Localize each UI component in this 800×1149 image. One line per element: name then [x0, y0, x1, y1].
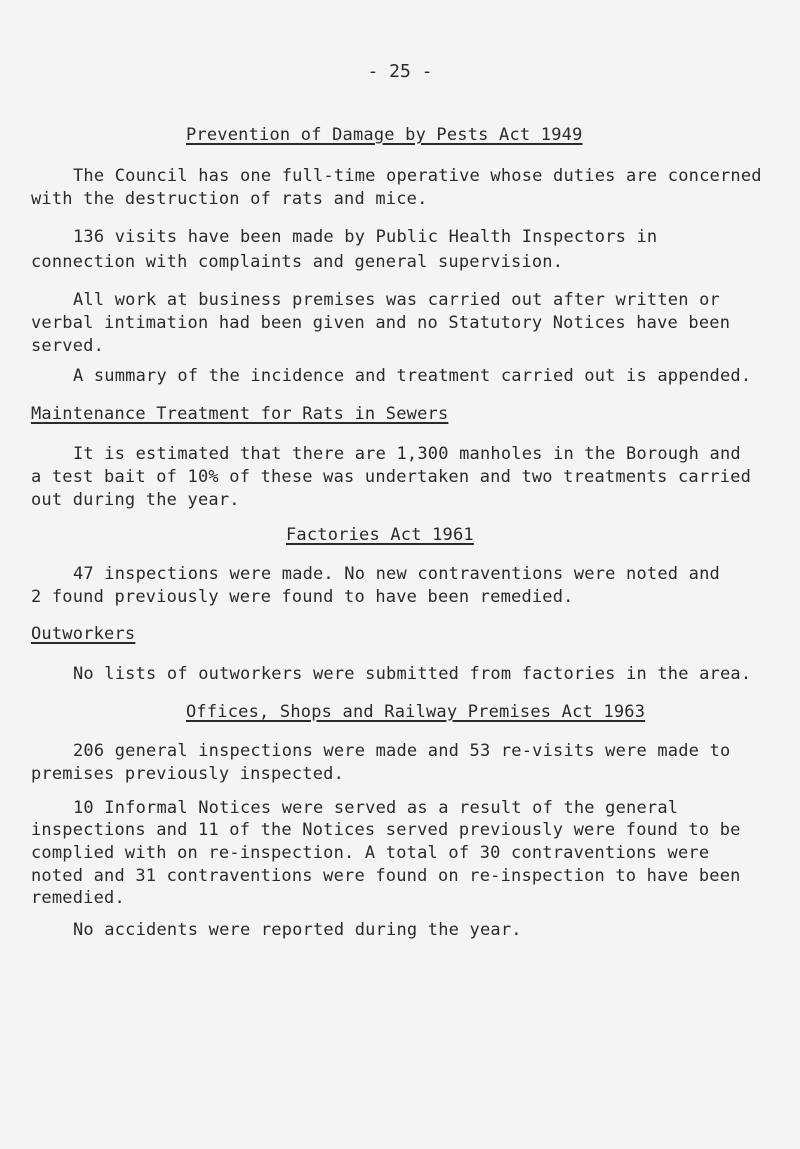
- factories-paragraph-1-line-2: 2 found previously were found to have been remedied.: [31, 587, 574, 607]
- sewers-paragraph-1-line-1: It is estimated that there are 1,300 manholes in the Borough and: [73, 444, 741, 464]
- sewers-paragraph-1-line-2: a test bait of 10% of these was undertaken and two treatments carried: [31, 467, 752, 487]
- offices-heading: Offices, Shops and Railway Premises Act 1963: [186, 702, 646, 722]
- offices-paragraph-3-line-1: No accidents were reported during the year.: [73, 920, 522, 940]
- outworkers-heading: Outworkers: [31, 624, 136, 644]
- pests-paragraph-2-line-2: connection with complaints and general supervision.: [31, 252, 564, 272]
- factories-paragraph-1-line-1: 47 inspections were made. No new contraventions were noted and: [73, 564, 720, 584]
- offices-paragraph-2-line-4: noted and 31 contraventions were found on re-inspection to have been: [31, 866, 741, 886]
- offices-paragraph-1-line-2: premises previously inspected.: [31, 764, 345, 784]
- offices-paragraph-2-line-3: complied with on re-inspection. A total of 30 contraventions were: [31, 843, 710, 863]
- pests-paragraph-2-line-1: 136 visits have been made by Public Health Inspectors in: [73, 227, 658, 247]
- pests-paragraph-3-line-1: All work at business premises was carried out after written or: [73, 290, 720, 310]
- outworkers-paragraph-1-line-1: No lists of outworkers were submitted from factories in the area.: [73, 664, 752, 684]
- pests-paragraph-1-line-1: The Council has one full-time operative whose duties are concerned: [73, 166, 762, 186]
- factories-heading: Factories Act 1961: [286, 525, 474, 545]
- offices-paragraph-2-line-1: 10 Informal Notices were served as a result of the general: [73, 798, 679, 818]
- pests-paragraph-4-line-1: A summary of the incidence and treatment carried out is appended.: [73, 366, 752, 386]
- offices-paragraph-1-line-1: 206 general inspections were made and 53 re-visits were made to: [73, 741, 731, 761]
- offices-paragraph-2-line-2: inspections and 11 of the Notices served previously were found to be: [31, 820, 741, 840]
- page-number: - 25 -: [367, 61, 433, 82]
- offices-paragraph-2-line-5: remedied.: [31, 888, 125, 908]
- pests-paragraph-1-line-2: with the destruction of rats and mice.: [31, 189, 428, 209]
- pests-heading: Prevention of Damage by Pests Act 1949: [186, 125, 583, 145]
- pests-paragraph-3-line-3: served.: [31, 336, 105, 356]
- sewers-paragraph-1-line-3: out during the year.: [31, 490, 240, 510]
- sewers-heading: Maintenance Treatment for Rats in Sewers: [31, 404, 449, 424]
- pests-paragraph-3-line-2: verbal intimation had been given and no Statutory Notices have been: [31, 313, 731, 333]
